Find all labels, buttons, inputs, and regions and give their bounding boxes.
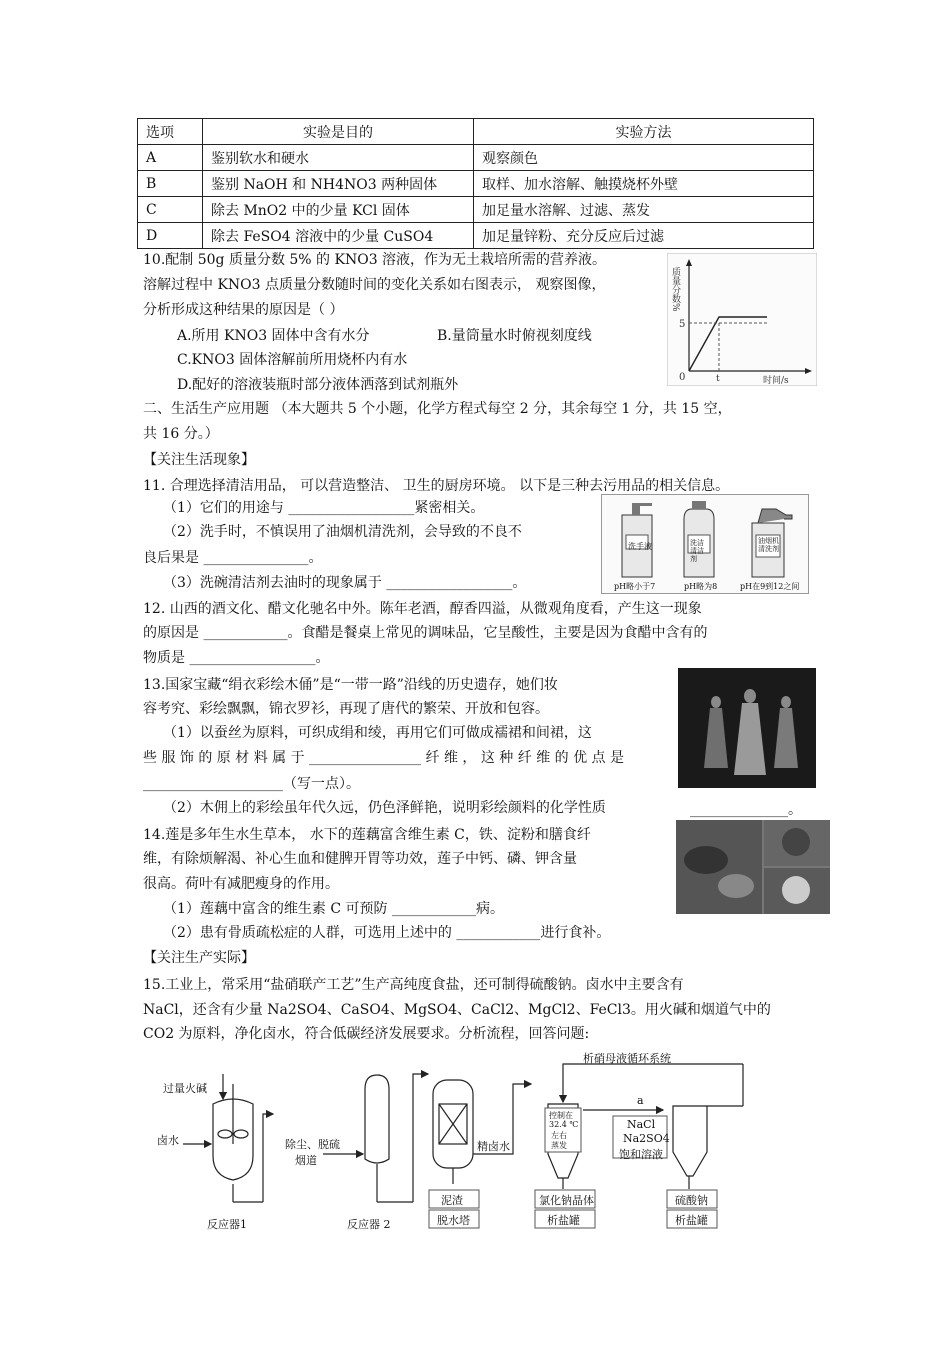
q10-line3: 分析形成这种结果的原因是（ ） (143, 302, 344, 318)
diagram-mud-label: 泥渣 (441, 1194, 463, 1207)
table-cell: 除去 FeSO4 溶液中的少量 CuSO4 (203, 223, 474, 249)
graph-x-tick: t (716, 374, 720, 384)
diagram-point-a: a (637, 1094, 644, 1107)
bottle-ph: pH略为8 (684, 582, 718, 591)
q10-line2: 溶解过程中 KNO3 点质量分数随时间的变化关系如右图表示， 观察图像， (143, 277, 606, 293)
bottle-ph: pH在9到12之间 (740, 582, 800, 591)
q10-line1: 10.配制 50g 质量分数 5% 的 KNO3 溶液，作为无土栽培所需的营养液。 (143, 252, 607, 268)
diagram-tower-label: 脱水塔 (437, 1214, 470, 1227)
diagram-reactor1-label: 反应器1 (207, 1218, 247, 1231)
table-cell: 取样、加水溶解、触摸烧杯外壁 (474, 171, 814, 197)
q13-line2: 容考究、彩绘飘飘，锦衣罗衫，再现了唐代的繁荣、开放和包容。 (143, 701, 549, 717)
q10-option-c: C.KNO3 固体溶解前所用烧杯内有水 (177, 352, 408, 368)
table-cell: C (138, 197, 203, 223)
cleaning-products-figure (601, 494, 809, 594)
table-cell: 鉴别 NaOH 和 NH4NO3 两种固体 (203, 171, 474, 197)
focus-production-heading: 【关注生产实际】 (143, 950, 255, 966)
table-cell: 加足量水溶解、过滤、蒸发 (474, 197, 814, 223)
painted-figurines-photo (678, 668, 816, 788)
process-flow-diagram (143, 1044, 748, 1230)
q13-line3: （1）以蚕丝为原料，可织成绢和绫，再用它们可做成襦裙和间裙，这 (163, 725, 592, 741)
q14-part1: （1）莲藕中富含的维生素 C 可预防 ____________病。 (163, 901, 504, 917)
q11-part2b: 良后果是 _______________。 (143, 550, 323, 566)
diagram-tank2-label: 析盐罐 (675, 1214, 708, 1227)
q13-line1: 13.国家宝藏“绢衣彩绘木俑”是“一带一路”沿线的历史遗存，她们妆 (143, 677, 558, 693)
lotus-photos (676, 820, 830, 914)
diagram-nacl-crystal-label: 氯化钠晶体 (539, 1194, 594, 1207)
q11-stem: 11. 合理选择清洁用品， 可以营造整洁、 卫生的厨房环境。 以下是三种去污用品的相关信息。 (143, 478, 730, 494)
table-row (138, 197, 814, 223)
q11-part1: （1）它们的用途与 __________________紧密相关。 (163, 500, 485, 516)
q10-option-b: B.量筒量水时俯视刻度线 (437, 328, 592, 344)
diagram-sat-b: Na2SO4 (623, 1132, 670, 1145)
table-header-cell: 实验方法 (474, 119, 814, 145)
table-header-cell: 实验是目的 (203, 119, 474, 145)
mass-fraction-graph (667, 253, 817, 386)
diagram-pure-brine-label: 精卤水 (477, 1140, 510, 1153)
bottle-label: 洗手液 (628, 542, 652, 551)
table-row (138, 171, 814, 197)
options-table (137, 118, 814, 249)
table-row (138, 223, 814, 249)
diagram-control-b: 32.4 ℃ (549, 1120, 579, 1129)
table-cell: A (138, 145, 203, 171)
diagram-brine-label: 卤水 (157, 1134, 179, 1147)
q10-option-a: A.所用 KNO3 固体中含有水分 (177, 328, 370, 344)
table-cell: 鉴别软水和硬水 (203, 145, 474, 171)
diagram-na2so4-label: 硫酸钠 (675, 1194, 708, 1207)
q14-line1: 14.莲是多年生水生草本， 水下的莲藕富含维生素 C，铁、淀粉和膳食纤 (143, 827, 591, 843)
q15-line2: NaCl，还含有少量 Na2SO4、CaSO4、MgSO4、CaCl2、MgCl2、FeCl3。用火碱和烟道气中的 (143, 1002, 771, 1018)
graph-origin: 0 (679, 372, 686, 383)
graph-ylabel: 质量分数% (670, 267, 680, 312)
q12-line2: 的原因是 ____________。食醋是餐桌上常见的调味品，它呈酸性，主要是因为食醋中含有的 (143, 625, 708, 641)
diagram-sat-a: NaCl (627, 1118, 656, 1131)
focus-life-heading: 【关注生活现象】 (143, 452, 255, 468)
q10-option-d: D.配好的溶液装瓶时部分液体洒落到试剂瓶外 (177, 377, 459, 393)
table-header-row (138, 119, 814, 145)
diagram-flue-b-label: 烟道 (295, 1154, 317, 1167)
table-header-cell: 选项 (138, 119, 203, 145)
diagram-reactor2-label: 反应器 2 (347, 1218, 391, 1231)
q11-part2a: （2）洗手时，不慎误用了油烟机清洗剂，会导致的不良不 (163, 524, 522, 540)
bottle-label: 洗洁清洁剂 (690, 539, 704, 563)
bottle-ph: pH略小于7 (614, 582, 656, 591)
diagram-tank1-label: 析盐罐 (547, 1214, 580, 1227)
diagram-loop-label: 析硝母液循环系统 (583, 1052, 671, 1065)
table-cell: D (138, 223, 203, 249)
diagram-sat-c: 饱和溶液 (619, 1148, 663, 1161)
diagram-control-a: 控制在 (549, 1111, 573, 1120)
diagram-naoh-label: 过量火碱 (163, 1082, 207, 1095)
q15-line1: 15.工业上，常采用“盐硝联产工艺”生产高纯度食盐，还可制得硫酸钠。卤水中主要含有 (143, 977, 684, 993)
q14-part2: （2）患有骨质疏松症的人群，可选用上述中的 ____________进行食补。 (163, 925, 611, 941)
section2-title-line2: 共 16 分。） (143, 426, 219, 442)
diagram-control-d: 蒸发 (551, 1141, 567, 1150)
bottle-label: 油烟机清洗剂 (758, 537, 779, 553)
q14-line2: 维，有除烦解渴、补心生血和健脾开胃等功效，莲子中钙、磷、钾含量 (143, 851, 577, 867)
graph-xlabel: 时间/s (763, 376, 789, 386)
q13-line4: 些 服 饰 的 原 材 料 属 于 ________________ 纤 维 ， 这 种 纤 维 的 优 点 是 (143, 750, 625, 766)
diagram-flue-a-label: 除尘、脱硫 (285, 1138, 340, 1151)
diagram-control-c: 左右 (551, 1131, 567, 1140)
q12-line3: 物质是 __________________。 (143, 650, 330, 666)
q13-line6: （2）木佣上的彩绘虽年代久远，仍色泽鲜艳，说明彩绘颜料的化学性质 (163, 800, 606, 816)
table-cell: 加足量锌粉、充分反应后过滤 (474, 223, 814, 249)
q15-line3: CO2 为原料，净化卤水，符合低碳经济发展要求。分析流程，回答问题: (143, 1026, 590, 1042)
q14-line3: 很高。荷叶有减肥瘦身的作用。 (143, 876, 339, 892)
table-cell: B (138, 171, 203, 197)
section2-title-line1: 二、生活生产应用题 （本大题共 5 个小题，化学方程式每空 2 分，其余每空 1 分，共 15 空， (143, 401, 732, 417)
q11-part3: （3）洗碗清洁剂去油时的现象属于 __________________。 (163, 575, 527, 591)
q12-line1: 12. 山西的酒文化、醋文化驰名中外。陈年老酒，醇香四溢，从微观角度看，产生这一现象 (143, 601, 702, 617)
q13-line5: ____________________（写一点）。 (143, 776, 360, 792)
q13-line6-blank: ______________。 (690, 802, 802, 818)
table-cell: 除去 MnO2 中的少量 KCl 固体 (203, 197, 474, 223)
table-row (138, 145, 814, 171)
table-cell: 观察颜色 (474, 145, 814, 171)
graph-y-tick: 5 (679, 319, 686, 330)
